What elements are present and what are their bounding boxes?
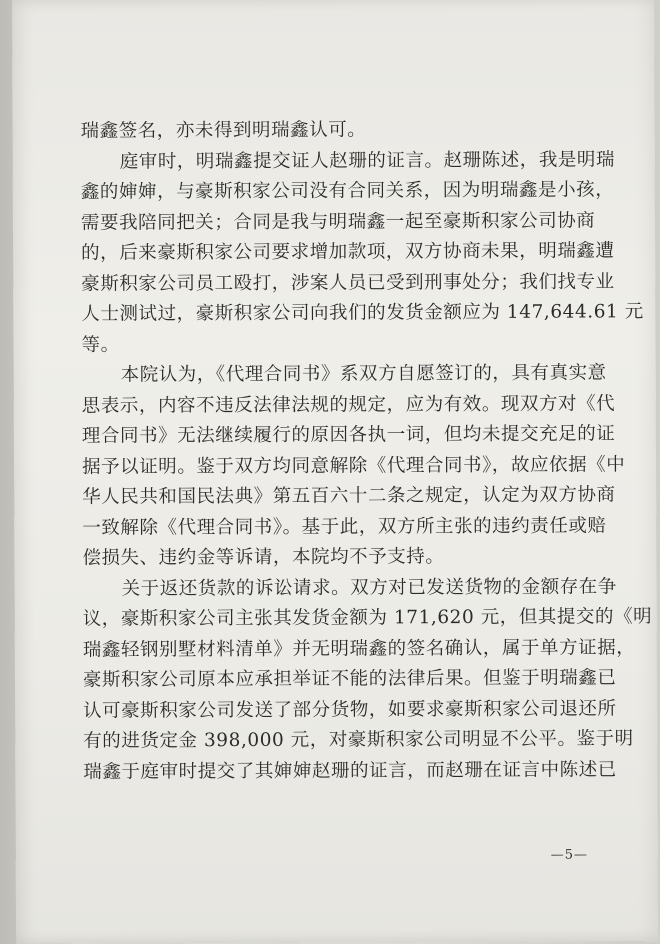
text-line: 议，豪斯积家公司主张其发货金额为 171,620 元，但其提交的《明 — [82, 606, 653, 630]
text-line: 需要我陪同把关；合同是我与明瑞鑫一起至豪斯积家公司协商 — [80, 209, 596, 234]
text-line: 瑞鑫签名，亦未得到明瑞鑫认可。 — [80, 119, 367, 142]
text-line: 有的进货定金 398,000 元，对豪斯积家公司明显不公平。鉴于明 — [83, 728, 634, 752]
body-text — [80, 114, 653, 787]
text-line: 庭审时，明瑞鑫提交证人赵珊的证言。赵珊陈述，我是明瑞 — [119, 148, 616, 173]
text-line: 豪斯积家公司原本应承担举证不能的法律后果。但鉴于明瑞鑫已 — [82, 667, 617, 691]
text-line: 鑫的婶婶，与豪斯积家公司没有合同关系，因为明瑞鑫是小孩， — [80, 179, 615, 203]
text-line: 一致解除《代理合同书》。基于此，双方所主张的违约责任或赔 — [82, 514, 607, 539]
text-line: 瑞鑫轻钢别墅材料清单》并无明瑞鑫的签名确认，属于单方证据， — [82, 636, 636, 661]
text-line: 思表示，内容不违反法律法规的规定，应为有效。现双方对《代 — [81, 392, 616, 417]
text-line: 豪斯积家公司员工殴打，涉案人员已受到刑事处分；我们找专业 — [81, 270, 615, 295]
text-line: 偿损失、违约金等诉请，本院均不予支持。 — [82, 546, 445, 569]
text-line: 本院认为，《代理合同书》系双方自愿签订的，具有真实意 — [120, 362, 607, 386]
text-line: 华人民共和国民法典》第五百六十二条之规定，认定为双方协商 — [82, 484, 616, 508]
text-line: 的，后来豪斯积家公司要求增加款项，双方协商未果，明瑞鑫遭 — [81, 240, 615, 264]
text-line: 人士测试过，豪斯积家公司向我们的发货金额应为 147,644.61 元 — [81, 301, 644, 325]
text-line: 关于返还货款的诉讼请求。双方对已发送货物的金额存在争 — [121, 575, 617, 600]
text-line: 据予以证明。鉴于双方均同意解除《代理合同书》，故应依据《中 — [81, 453, 626, 478]
document-page — [12, 0, 658, 944]
page-number: —5— — [550, 847, 589, 863]
text-line: 理合同书》无法继续履行的原因各执一词，但均未提交充足的证 — [81, 423, 616, 447]
text-line: 瑞鑫于庭审时提交了其婶婶赵珊的证言，而赵珊在证言中陈述已 — [83, 758, 617, 783]
text-line: 认可豪斯积家公司发送了部分货物，如要求豪斯积家公司退还所 — [83, 697, 617, 722]
text-line: 等。 — [81, 334, 120, 356]
